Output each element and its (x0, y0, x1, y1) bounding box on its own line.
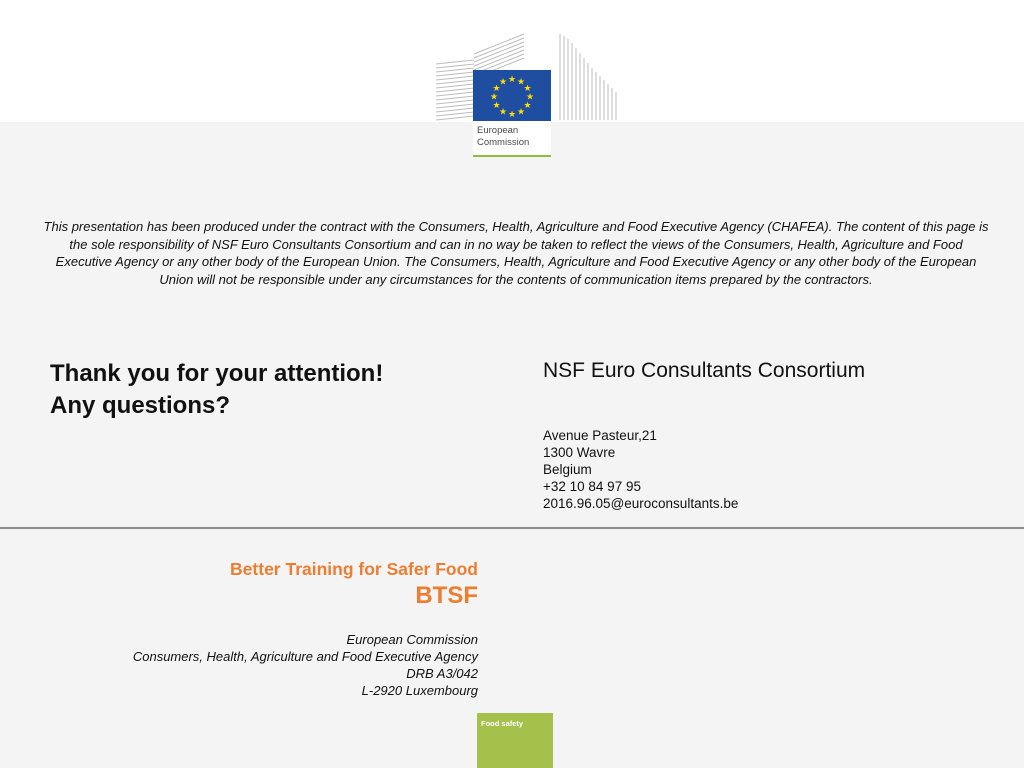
logo-text-european: European (477, 125, 519, 136)
questions-line: Any questions? (50, 392, 231, 419)
content-band (0, 122, 1024, 527)
address-city: 1300 Wavre (543, 445, 616, 460)
disclaimer-text: This presentation has been produced under the contract with the Consumers, Health, Agriculture and Food Executive Agency (CHAFEA). The content of this page is the sole responsibility of NSF Euro Consultants Consortium and can in no way be taken to reflect the views of the Consumers, Health, Agriculture and Food Executive Agency or any other body of the European Union. The Consumers, Health, Agriculture and Food Executive Agency or any other body of the European Union will not be responsible under any circumstances for the contents of communication items prepared by the contractors. (43, 219, 989, 287)
svg-text:★: ★ (523, 101, 532, 111)
svg-text:★: ★ (516, 77, 526, 88)
contact-email[interactable]: 2016.96.05@euroconsultants.be (543, 496, 739, 511)
contact-phone: +32 10 84 97 95 (543, 479, 641, 494)
svg-text:★: ★ (492, 84, 501, 94)
thank-you-heading (50, 358, 470, 422)
logo-text-commission: Commission (477, 137, 530, 148)
svg-text:★: ★ (498, 77, 508, 88)
btsf-block (60, 558, 478, 699)
btsf-title: BTSF (415, 582, 478, 609)
svg-text:★: ★ (489, 92, 499, 103)
berlaymont-building-right-icon (560, 34, 616, 120)
logo-wordmark (473, 121, 551, 157)
btsf-org-commission: European Commission (346, 632, 478, 647)
address-street: Avenue Pasteur,21 (543, 428, 657, 443)
svg-text:★: ★ (492, 101, 501, 111)
btsf-org-agency: Consumers, Health, Agriculture and Food Executive Agency (132, 649, 478, 664)
btsf-postal: L-2920 Luxembourg (361, 683, 478, 698)
food-safety-tab: Food safety (477, 713, 553, 768)
svg-text:★: ★ (525, 92, 535, 103)
contact-address (543, 427, 738, 512)
svg-text:★: ★ (523, 84, 532, 94)
thank-you-line: Thank you for your attention! (50, 360, 384, 387)
svg-text:★: ★ (516, 107, 526, 118)
btsf-subtitle: Better Training for Safer Food (230, 559, 478, 579)
btsf-address (60, 631, 478, 699)
svg-text:★: ★ (507, 75, 517, 85)
btsf-office: DRB A3/042 (406, 666, 478, 681)
svg-text:★: ★ (498, 107, 508, 118)
address-country: Belgium (543, 462, 592, 477)
svg-text:★: ★ (507, 110, 517, 120)
consortium-name: NSF Euro Consultants Consortium (543, 359, 866, 382)
